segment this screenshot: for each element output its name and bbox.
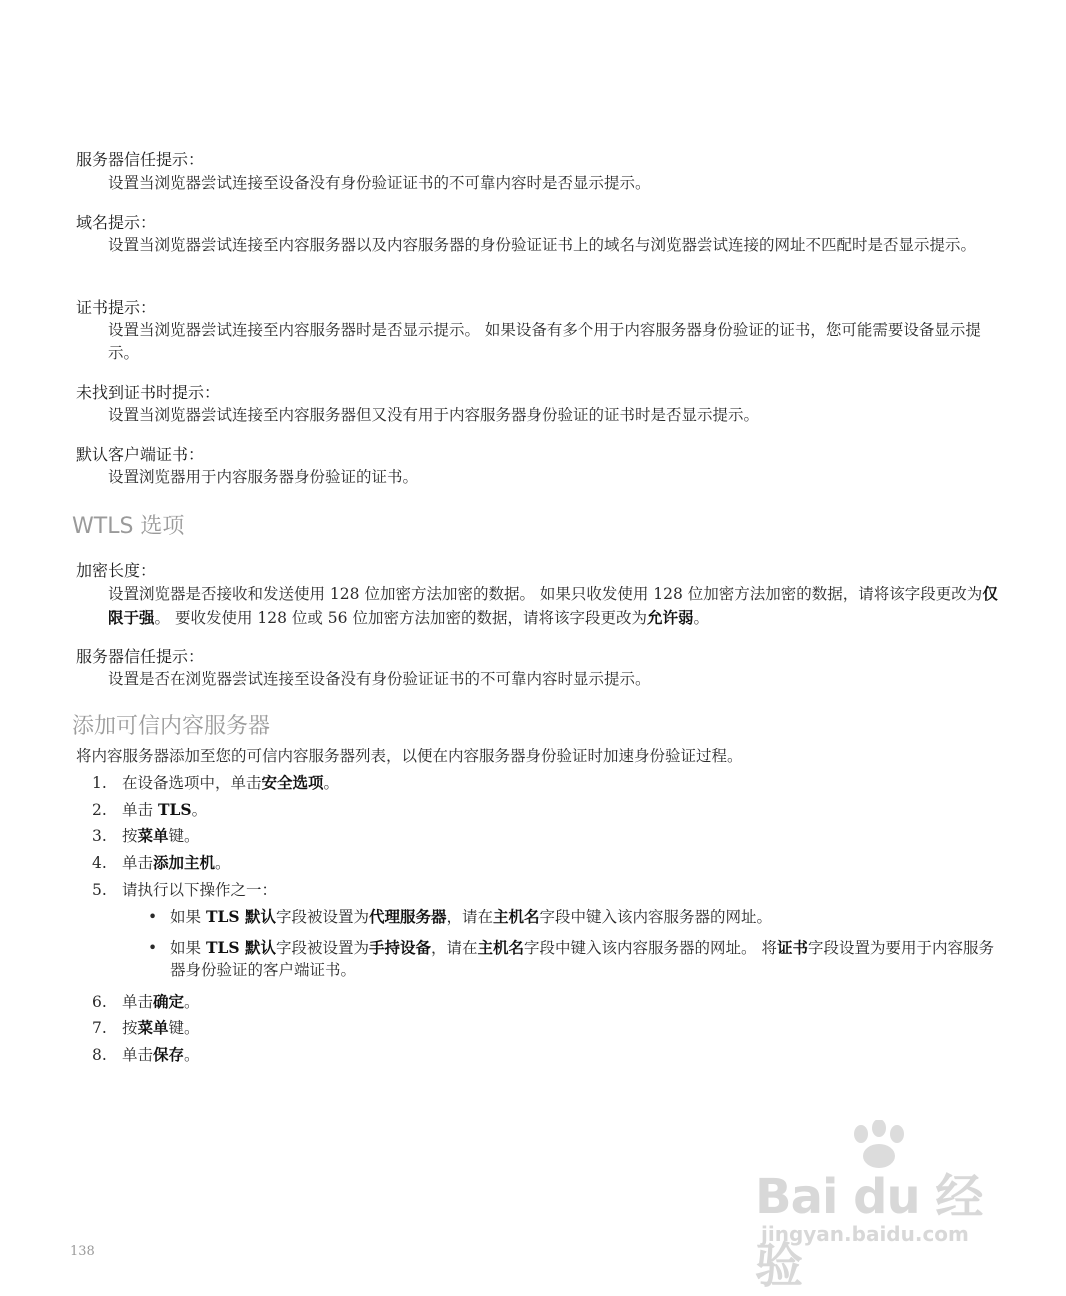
term-server-trust: 服务器信任提示： — [76, 150, 205, 169]
term-wtls-server-trust: 服务器信任提示： — [76, 647, 205, 666]
step-1: 1. 在设备选项中，单击安全选项。 — [92, 773, 340, 792]
step-8: 8. 单击保存。 — [92, 1045, 200, 1064]
desc-encryption-length: 设置浏览器是否接收和发送使用 128 位加密方法加密的数据。 如果只收发使用 128 位加密方法加密的数据，请将该字段更改为仅限于强。 要收发使用 128 位或 56 位加密方法加密的数据，请将该字段更改为允许弱。 — [108, 584, 998, 627]
step-6: 6. 单击确定。 — [92, 992, 200, 1011]
desc-no-cert-prompt: 设置当浏览器尝试连接至内容服务器但又没有用于内容服务器身份验证的证书时是否显示提示。 — [108, 406, 760, 424]
bullet-dot: • — [148, 939, 158, 957]
watermark-logo-text: Bai du 经验 — [755, 1169, 983, 1294]
bullet-handheld: • 如果 TLS 默认字段被设置为手持设备，请在主机名字段中键入该内容服务器的网址。 将证书字段设置为要用于内容服务器身份验证的客户端证书。 — [148, 938, 994, 979]
option-strong-only: 仅限于强 — [108, 584, 998, 627]
step-7: 7. 按菜单键。 — [92, 1018, 200, 1037]
baidu-watermark — [755, 1118, 1015, 1294]
option-allow-weak: 允许弱 — [646, 608, 694, 627]
step-5: 5. 请执行以下操作之一： — [92, 881, 278, 899]
intro-text: 将内容服务器添加至您的可信内容服务器列表，以便在内容服务器身份验证时加速身份验证过程。 — [76, 747, 743, 765]
desc-wtls-server-trust: 设置是否在浏览器尝试连接至设备没有身份验证证书的不可靠内容时显示提示。 — [108, 670, 651, 688]
term-default-client-cert: 默认客户端证书： — [76, 445, 205, 464]
step-2: 2. 单击 TLS。 — [92, 800, 208, 819]
desc-domain-prompt: 设置当浏览器尝试连接至内容服务器以及内容服务器的身份验证证书上的域名与浏览器尝试连接的网址不匹配时是否显示提示。 — [108, 236, 977, 254]
desc-server-trust: 设置当浏览器尝试连接至设备没有身份验证证书的不可靠内容时是否显示提示。 — [108, 174, 651, 192]
step-3: 3. 按菜单键。 — [92, 826, 200, 845]
heading-wtls: WTLS 选项 — [72, 514, 185, 539]
term-domain-prompt: 域名提示： — [76, 213, 157, 232]
desc-cert-prompt: 设置当浏览器尝试连接至内容服务器时是否显示提示。 如果设备有多个用于内容服务器身份验证的证书，您可能需要设备显示提示。 — [108, 321, 981, 362]
bullet-proxy-server: • 如果 TLS 默认字段被设置为代理服务器，请在主机名字段中键入该内容服务器的网址。 — [148, 907, 773, 926]
bullet-dot: • — [148, 908, 158, 926]
watermark-url: jingyan.baidu.com — [761, 1222, 969, 1246]
page-number: 138 — [70, 1244, 95, 1259]
term-cert-prompt: 证书提示： — [76, 298, 157, 317]
step-4: 4. 单击添加主机。 — [92, 853, 231, 872]
desc-default-client-cert: 设置浏览器用于内容服务器身份验证的证书。 — [108, 468, 419, 486]
term-no-cert-prompt: 未找到证书时提示： — [76, 383, 221, 402]
term-encryption-length: 加密长度： — [76, 561, 157, 580]
heading-add-trusted-server: 添加可信内容服务器 — [72, 714, 271, 739]
